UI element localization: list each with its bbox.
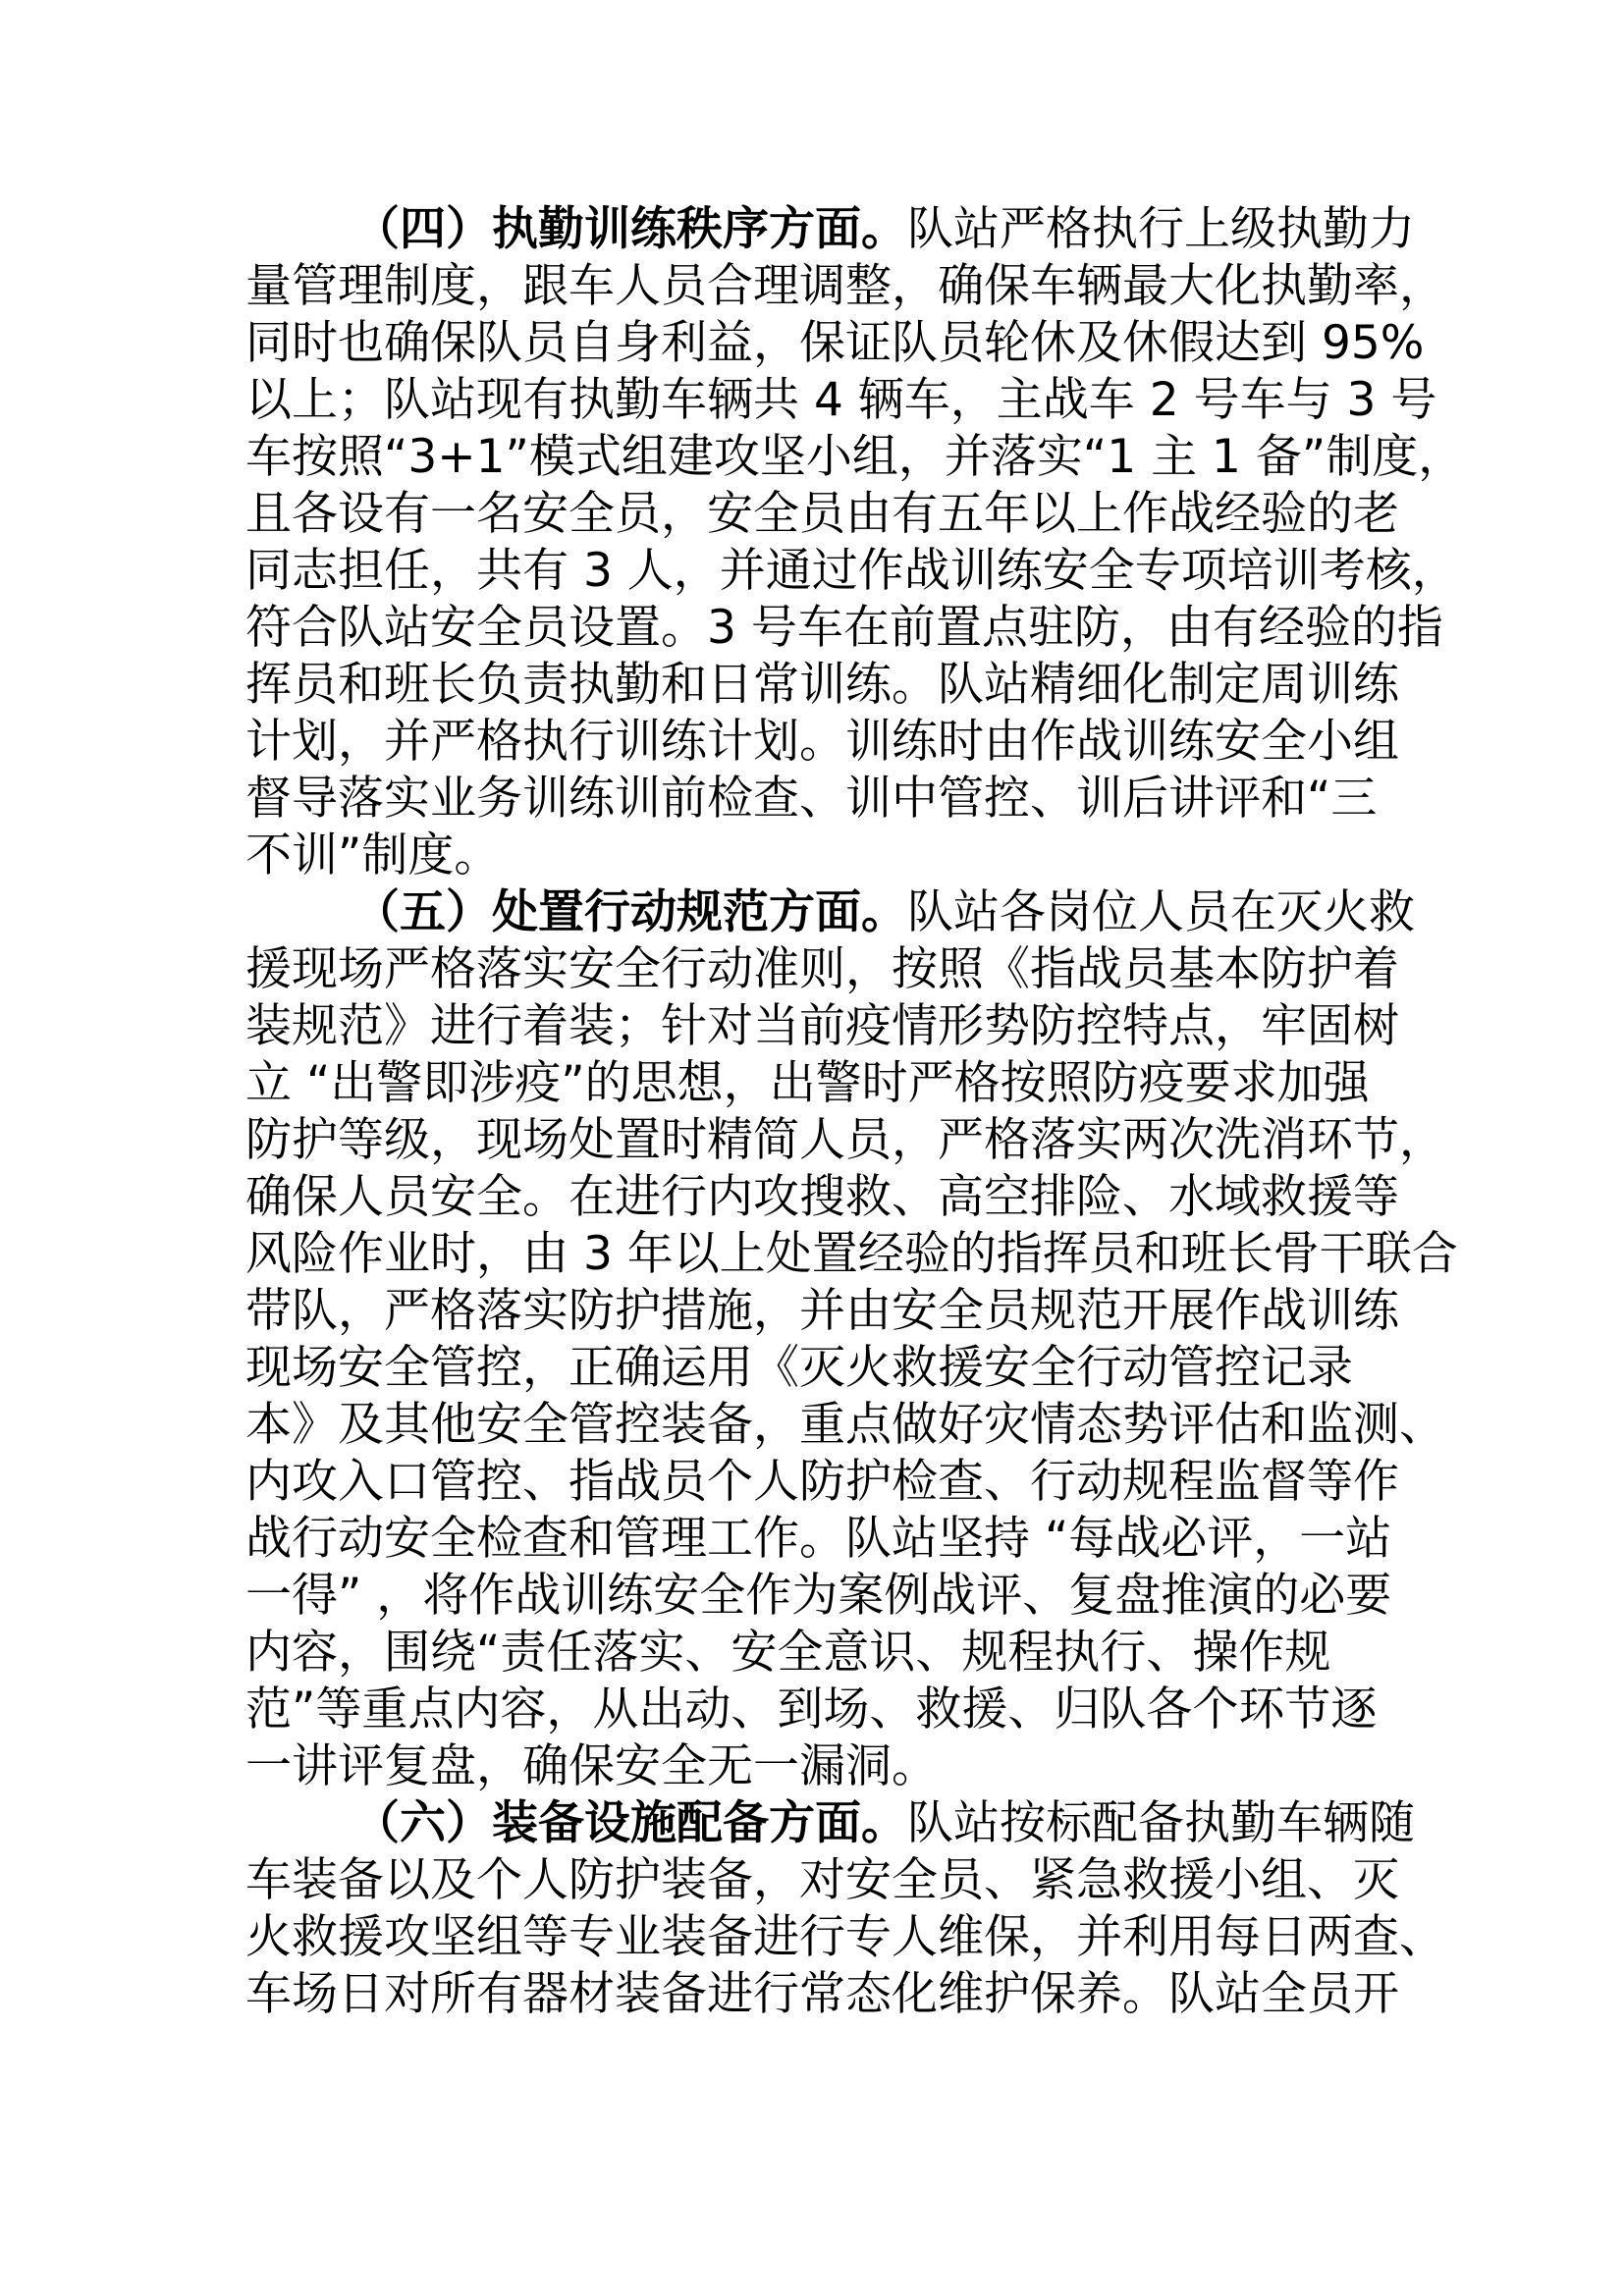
section-five-line-2: 装规范》进行着装；针对当前疫情形势防控特点，牢固树 <box>245 999 1399 1053</box>
section-five-line-0: 队站各岗位人员在灭火救 <box>907 885 1415 939</box>
section-six-first-line <box>353 1796 1415 1851</box>
section-six-line-0: 队站按标配备执勤车辆随 <box>907 1796 1415 1850</box>
section-five-line-14: 范”等重点内容，从出动、到场、救援、归队各个环节逐 <box>245 1682 1378 1736</box>
section-six-line-3: 车场日对所有器材装备进行常态化维护保养。队站全员开 <box>245 1967 1399 2021</box>
section-four-line-6: 同志担任，共有 3 人，并通过作战训练安全专项培训考核， <box>245 544 1458 598</box>
section-five-line-4: 防护等级，现场处置时精简人员，严格落实两次洗消环节， <box>245 1113 1445 1167</box>
section-five-line-5: 确保人员安全。在进行内攻搜救、高空排险、水域救援等 <box>245 1170 1399 1224</box>
section-four-line-1: 量管理制度，跟车人员合理调整，确保车辆最大化执勤率， <box>245 259 1445 313</box>
section-five-line-9: 本》及其他安全管控装备，重点做好灾情态势评估和监测、 <box>245 1398 1445 1452</box>
section-five-line-8: 现场安全管控，正确运用《灭火救援安全行动管控记录 <box>245 1341 1353 1395</box>
section-four-line-10: 督导落实业务训练训前检查、训中管控、训后讲评和“三 <box>245 772 1378 826</box>
section-four-line-2: 同时也确保队员自身利益，保证队员轮休及休假达到 95% <box>245 316 1425 370</box>
section-six-line-2: 火救援攻坚组等专业装备进行专人维保，并利用每日两查、 <box>245 1910 1445 1964</box>
section-five-line-12: 一得” ，将作战训练安全作为案例战评、复盘推演的必要 <box>245 1569 1392 1623</box>
section-four-line-4: 车按照“3+1”模式组建攻坚小组，并落实“1 主 1 备”制度， <box>245 430 1465 484</box>
section-four-line-11: 不训”制度。 <box>245 828 501 882</box>
section-five-line-10: 内攻入口管控、指战员个人防护检查、行动规程监督等作 <box>245 1455 1399 1509</box>
section-five-line-6: 风险作业时，由 3 年以上处置经验的指挥员和班长骨干联合 <box>245 1227 1458 1281</box>
section-four-line-8: 挥员和班长负责执勤和日常训练。队站精细化制定周训练 <box>245 658 1399 712</box>
section-five-line-15: 一讲评复盘，确保安全无一漏洞。 <box>245 1739 938 1793</box>
section-six-line-1: 车装备以及个人防护装备，对安全员、紧急救援小组、灭 <box>245 1853 1399 1907</box>
section-four-line-3: 以上；队站现有执勤车辆共 4 辆车，主战车 2 号车与 3 号 <box>245 373 1437 427</box>
section-five-line-1: 援现场严格落实安全行动准则，按照《指战员基本防护着 <box>245 942 1399 996</box>
section-four-line-0: 队站严格执行上级执勤力 <box>907 202 1415 256</box>
section-six-heading: （六）装备设施配备方面。 <box>353 1796 907 1850</box>
section-four-heading: （四）执勤训练秩序方面。 <box>353 202 907 256</box>
section-five-line-13: 内容，围绕“责任落实、安全意识、规程执行、操作规 <box>245 1626 1331 1680</box>
section-five-heading: （五）处置行动规范方面。 <box>353 885 907 939</box>
section-four-first-line <box>353 202 1415 257</box>
section-four-line-9: 计划，并严格执行训练计划。训练时由作战训练安全小组 <box>245 715 1399 769</box>
section-five-line-7: 带队，严格落实防护措施，并由安全员规范开展作战训练 <box>245 1284 1399 1338</box>
section-five-line-3: 立 “出警即涉疫”的思想，出警时严格按照防疫要求加强 <box>245 1056 1370 1110</box>
section-four-line-5: 且各设有一名安全员，安全员由有五年以上作战经验的老 <box>245 487 1399 541</box>
section-four-line-7: 符合队站安全员设置。3 号车在前置点驻防，由有经验的指 <box>245 601 1443 655</box>
section-five-first-line <box>353 885 1415 940</box>
section-five-line-11: 战行动安全检查和管理工作。队站坚持 “每战必评，一站 <box>245 1512 1392 1566</box>
